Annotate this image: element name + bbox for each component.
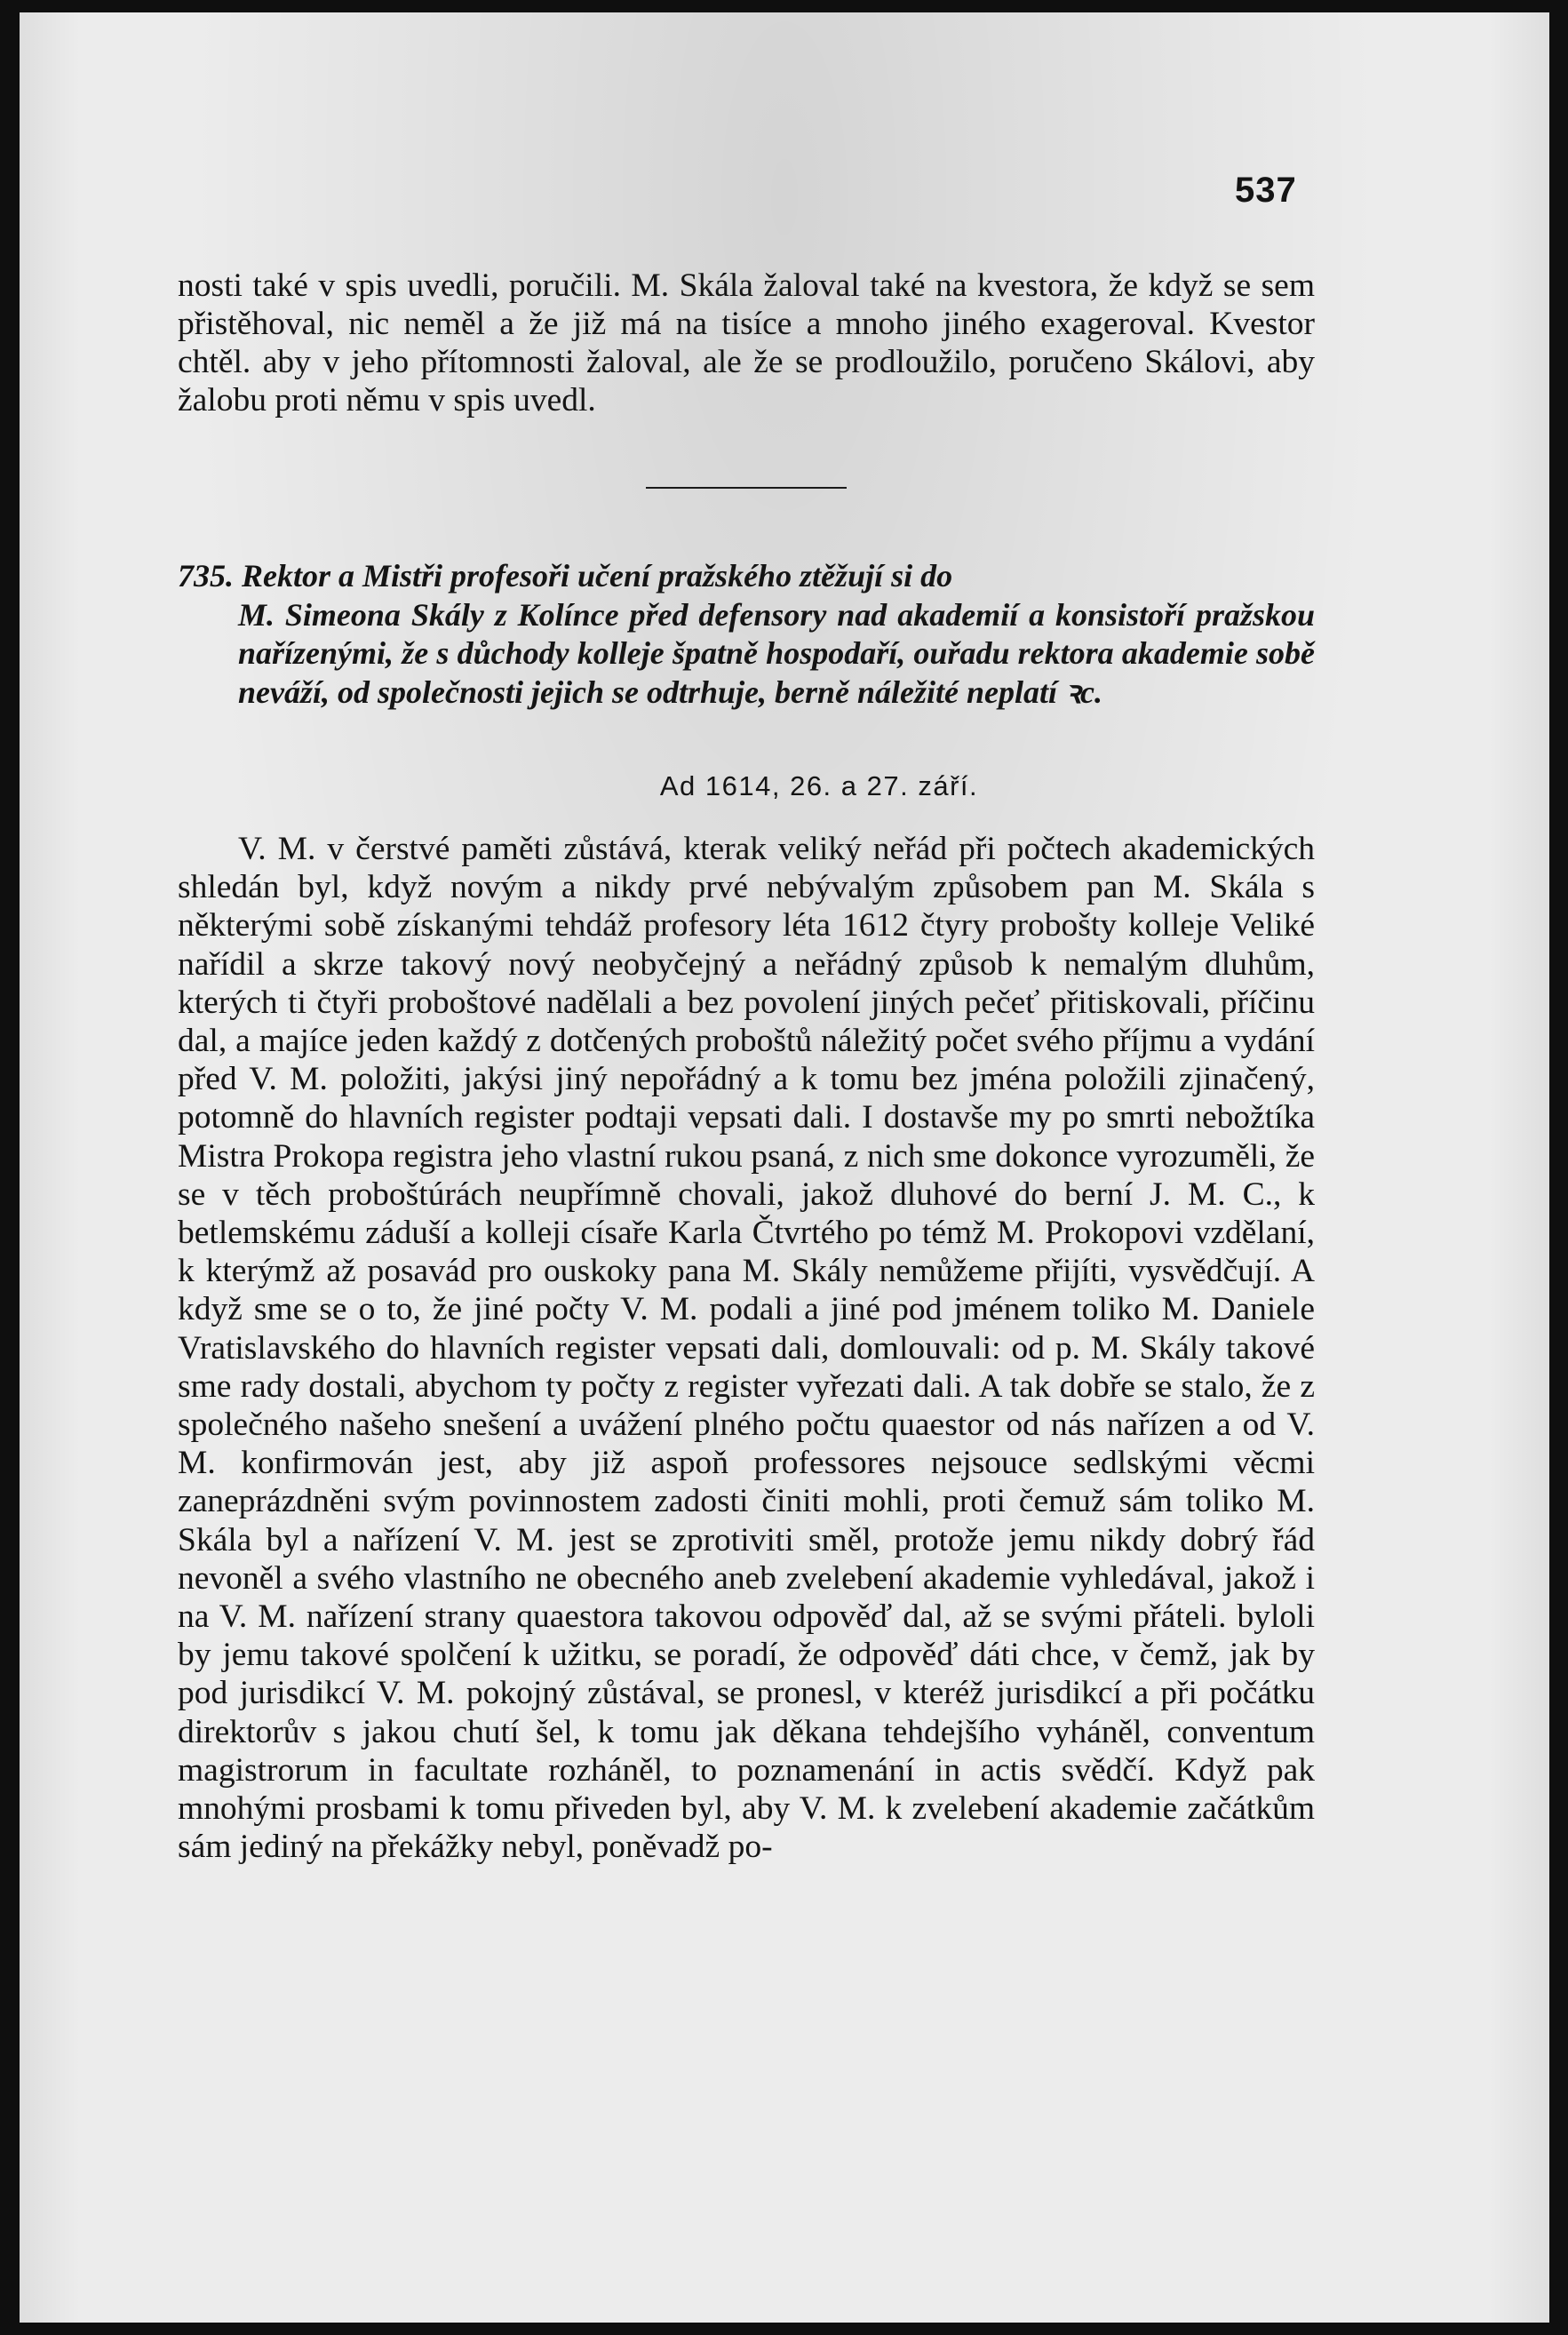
entry-date: Ad 1614, 26. a 27. září. bbox=[659, 770, 979, 801]
section-divider bbox=[646, 487, 847, 489]
entry-body: V. M. v čerstvé paměti zůstává, kterak veliký neřád při počtech akademických shledán byl, když novým a nikdy prvé nebývalým způsobem pan M. Skála s některými sobě získanými tehdáž profesory léta 1612 čtyry probošty kolleje Veliké nařídil a skrze takový nový neobyčejný a neřádný způsob k nemalým dluhům, kterých ti čtyři proboštové nadělali a bez povolení jiných pečeť přitiskovali, příčinu dal, a majíce jeden každý z dotčených proboštů náležitý počet svého příjmu a vydání před V. M. položiti, jakýsi jiný nepořádný a k tomu bez jména položili zjinačený, potomně do hlavních register podtaji vepsati dali. I dostavše my po smrti nebožtíka Mistra Prokopa registra jeho vlastní rukou psaná, z nich sme dokonce vyrozuměli, že se v těch proboštúrách neupřímně chovali, jakož dluhové do berní J. M. C., k betlemskému záduší a kolleji císaře Karla Čtvrtého po témž M. Prokopovi vzdělaní, k kterýmž až posavád pro ouskoky pana M. Skály nemůžeme přijíti, vysvědčují. A když sme se o to, že jiné počty V. M. podali a jiné pod jménem toliko M. Daniele Vratislavského do hlavních register vepsati dali, domlouvali: od p. M. Skály takové sme rady dostali, abychom ty počty z register vyřezati dali. A tak dobře se stalo, že z společného našeho snešení a uvážení plného počtu quaestor od nás nařízen a od V. M. konfirmován jest, aby již aspoň professores nejsouce sedlskými věcmi zaneprázdněni svým povinnostem zadosti činiti mohli, proti čemuž sám toliko M. Skála byl a nařízení V. M. jest se zprotiviti směl, protože jemu nikdy dobrý řád nevoněl a svého vlastního ne obecného aneb zvelebení akademie vyhledával, jakož i na V. M. nařízení strany quaestora takovou odpověď dal, až se svými přáteli. byloli by jemu takové spolčení k užitku, se poradí, že odpověď dáti chce, v čemž, jak by pod jurisdikcí V. M. pokojný zůstával, se pronesl, v kteréž jurisdikcí a při počátku direktorův s jakou chutí šel, k tomu jak děkana tehdejšího vyháněl, conventum magistrorum in facultate rozháněl, to poznamenání in actis svědčí. Když pak mnohými prosbami k tomu přiveden byl, aby V. M. k zvelebení akademie začátkům sám jediný na překážky nebyl, poněvadž po- bbox=[178, 831, 1315, 1866]
entry-title-rest: M. Simeona Skály z Kolínce před defensory nad akademií a konsistoří pražskou nařízenými, že s důchody kolleje špatně hospodaří, ouřadu rektora akademie sobě neváží, od společnosti jejich se odtrhuje, berně náležité neplatí ꝛc. bbox=[238, 596, 1315, 710]
entry-title-first: Rektor a Mistři profesoři učení pražského ztěžují si do bbox=[242, 558, 953, 594]
entry-heading bbox=[178, 557, 1315, 712]
page-number: 537 bbox=[1235, 171, 1297, 210]
preceding-paragraph: nosti také v spis uvedli, poručili. M. Skála žaloval také na kvestora, že když se sem přistěhoval, nic neměl a že již má na tisíce a mnoho jiného exageroval. Kvestor chtěl. aby v jeho přítomnosti žaloval, ale že se prodloužilo, poručeno Skálovi, aby žalobu proti němu v spis uvedl. bbox=[178, 267, 1315, 418]
entry-heading-first-line bbox=[178, 557, 1315, 596]
book-page bbox=[20, 12, 1549, 2323]
entry-number: 735. bbox=[178, 558, 234, 594]
